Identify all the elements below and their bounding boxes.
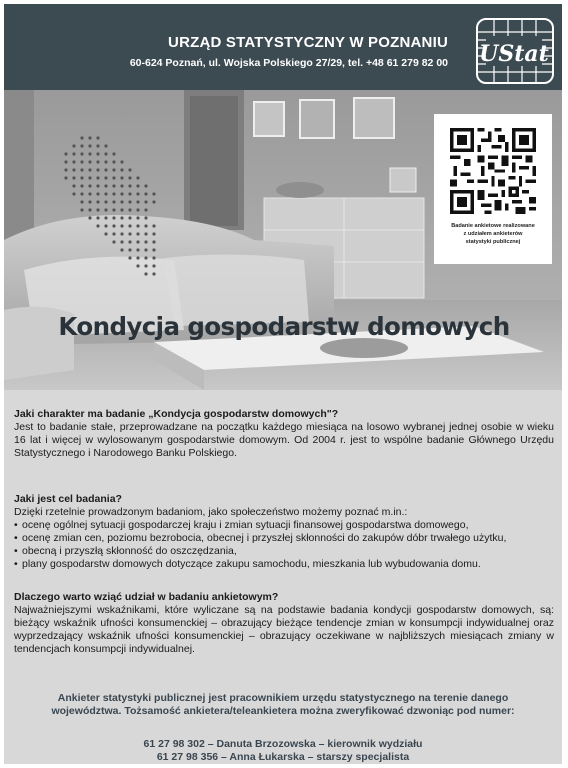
qr-caption: Badanie ankietowe realizowane z udziałem ankieterów statystyki publicznej	[451, 223, 535, 245]
question-why: Dlaczego warto wziąć udział w badaniu ankietowym?	[14, 591, 279, 603]
office-title: URZĄD STATYSTYCZNY W POZNANIU	[168, 34, 448, 51]
info-text	[14, 408, 554, 655]
logo-text: UStat	[479, 41, 549, 67]
office-address: 60-624 Poznań, ul. Wojska Polskiego 27/29, tel. +48 61 279 82 00	[129, 57, 448, 69]
info-panel	[4, 390, 562, 764]
question-goal: Jaki jest cel badania?	[14, 493, 122, 505]
qr-panel	[434, 114, 552, 264]
goal-list	[14, 519, 554, 571]
contact-phone-2[interactable]: 61 27 98 356 – Anna Łukarska – starszy specjalista	[156, 751, 410, 763]
list-item: • ocenę ogólnej sytuacji gospodarczej kraju i zmian sytuacji finansowej gospodarstwa domowego,	[14, 519, 554, 532]
list-item: • ocenę zmian cen, poziomu bezrobocia, obecnej i przyszłej skłonności do zakupów dóbr trwałego użytku,	[14, 532, 554, 545]
contact-phone-1[interactable]: 61 27 98 302 – Danuta Brzozowska – kierownik wydziału	[143, 738, 423, 750]
contact-list	[4, 738, 562, 764]
section-why	[14, 591, 554, 656]
main-title: Kondycja gospodarstw domowych	[58, 312, 510, 341]
goal-intro: Dzięki rzetelnie prowadzonym badaniom, jako społeczeństwo możemy poznać m.in.:	[14, 506, 408, 518]
list-item: • obecną i przyszłą skłonność do oszczędzania,	[14, 545, 554, 558]
ustat-logo	[476, 18, 554, 84]
question-character: Jaki charakter ma badanie „Kondycja gospodarstw domowych"?	[14, 408, 339, 420]
header-banner	[4, 4, 562, 90]
qr-code[interactable]	[450, 128, 536, 214]
answer-why: Najważniejszymi wskaźnikami, które wyliczane są na podstawie badania kondycji gospodarstw domowych, są: bieżący wskaźnik ufności konsumenckiej – obrazujący bieżące tendencje zmian w konsumpcji indywidualnej oraz wyprzedzający wskaźnik ufności konsumenckiej – obrazujący oczekiwane w najbliższych miesiącach zmiany w tendencjach konsumpcji indywidualnej.	[14, 604, 554, 655]
footer-info	[4, 692, 562, 764]
footer-line-2: województwa. Tożsamość ankietera/teleankietera można zweryfikować dzwoniąc pod numer:	[51, 705, 515, 717]
answer-character: Jest to badanie stałe, przeprowadzane na początku każdego miesiąca na losowo wybranej jednej osobie w wieku 16 lat i więcej w wylosowanym gospodarstwie domowym. Od 2004 r. jest to wspólne badanie Głównego Urzędu Statystycznego i Narodowego Banku Polskiego.	[14, 421, 554, 459]
list-item: • plany gospodarstw domowych dotyczące zakupu samochodu, mieszkania lub wybudowania domu.	[14, 558, 554, 571]
section-character	[14, 408, 554, 460]
section-goal	[14, 493, 554, 571]
footer-line-1: Ankieter statystyki publicznej jest pracownikiem urzędu statystycznego na terenie danego	[57, 692, 509, 704]
